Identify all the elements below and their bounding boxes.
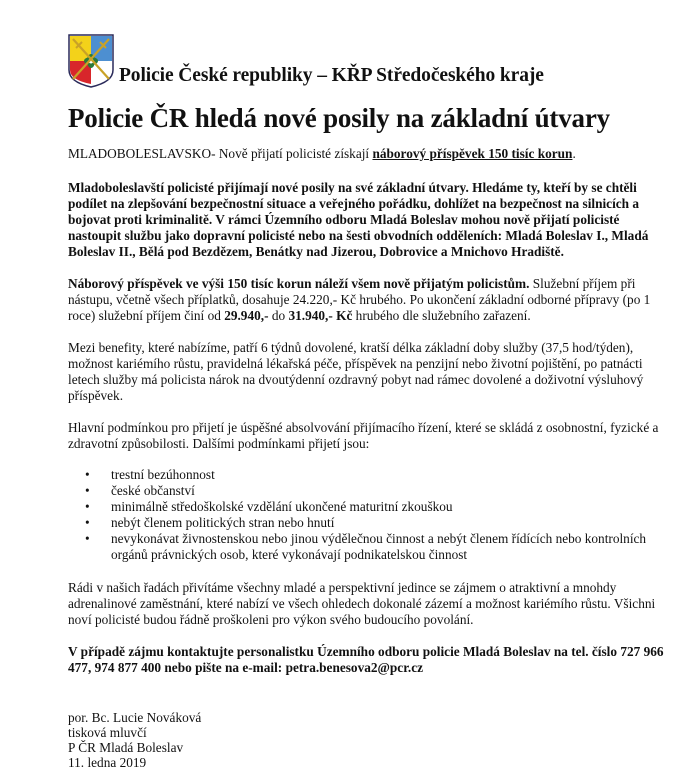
signature-role: tisková mluvčí — [68, 725, 147, 740]
list-item: • české občanství — [111, 483, 668, 499]
press-release-page — [68, 34, 668, 770]
organization-title: Policie České republiky – KŘP Středočeského kraje — [119, 65, 544, 86]
salary-paragraph — [68, 276, 668, 324]
welcome-paragraph: Rádi v našich řadách přivítáme všechny mladé a perspektivní jedince se zájmem o atraktivní a mnohdy adrenalinové zaměstnání, které nabízí ve všech ohledech dokonalé zázemí a možnost kariémího růstu. Všichni noví policisté budou řádně proškoleni pro výkon svého budoucího povolání. — [68, 580, 656, 627]
police-coat-of-arms-icon — [68, 34, 114, 88]
list-item: • trestní bezúhonnost — [111, 467, 668, 483]
benefits-paragraph: Mezi benefity, které nabízíme, patří 6 týdnů dovolené, kratší délka základní doby služby (37,5 hod/týden), možnost kariémího růstu, pravidelná lékařská péče, příspěvek na penzijní nebo životní pojištění, po patnácti letech služby má policista nárok na dvoutýdenní ozdravný pobyt nad rámec dovolené a doživotní výsluhový příspěvek. — [68, 340, 644, 403]
salary-text-2: do — [268, 308, 289, 323]
salary-from: 29.940,- — [224, 308, 269, 323]
article-headline: Policie ČR hledá nové posily na základní útvary — [68, 103, 610, 133]
lead-paragraph — [68, 146, 668, 162]
salary-to: 31.940,- Kč — [288, 308, 353, 323]
signature-block — [68, 710, 668, 770]
salary-bold-intro: Náborový příspěvek ve výši 150 tisíc korun náleží všem nově přijatým policistům. — [68, 276, 530, 291]
conditions-intro-paragraph: Hlavní podmínkou pro přijetí je úspěšné absolvování přijímacího řízení, které se skládá z osobnostní, fyzické a zdravotní způsobilosti. Dalšími podmínkami přijetí jsou: — [68, 420, 659, 451]
contact-email[interactable]: petra.benesova2@pcr.cz — [285, 660, 423, 675]
lead-suffix: . — [572, 146, 576, 161]
lead-highlight: náborový příspěvek 150 tisíc korun — [372, 146, 573, 161]
list-item: • nevykonávat živnostenskou nebo jinou výdělečnou činnost a nebýt členem řídících nebo kontrolních orgánů právnických osob, které vykonávají podnikatelskou činnost — [111, 531, 668, 563]
recruitment-paragraph: Mladoboleslavští policisté přijímají nové posily na své základní útvary. Hledáme ty, kteří by se chtěli podílet na zlepšování bezpečnostní situace a veřejného pořádku, dohlížet na bezpečnost na silnicích a bojovat proti kriminalitě. V rámci Územního odboru Mladá Boleslav mohou nově přijatí policisté nastoupit službu jako dopravní policisté nebo na šesti obvodních odděleních: Mladá Boleslav I., Mladá Boleslav II., Bělá pod Bezdězem, Benátky nad Jizerou, Dobrovice a Mnichovo Hradiště. — [68, 180, 649, 259]
signature-date: 11. ledna 2019 — [68, 755, 147, 770]
salary-text-1: Služební příjem při nástupu, včetně všech příplatků, dosahuje 24.220,- Kč hrubého. Po ukončení základní odborné přípravy (po 1 roce) služební příjem činí od — [68, 276, 651, 323]
list-item: • minimálně středoškolské vzdělání ukončené maturitní zkouškou — [111, 499, 668, 515]
document-header — [68, 34, 668, 92]
salary-text-3: hrubého dle služebního zařazení. — [352, 308, 531, 323]
contact-paragraph — [68, 644, 668, 676]
conditions-list — [68, 467, 668, 563]
contact-text: V případě zájmu kontaktujte personalistku Územního odboru policie Mladá Boleslav na tel. číslo 727 966 477, 974 877 400 nebo pište na e-mail: — [68, 644, 664, 675]
article-body — [68, 146, 668, 770]
signature-unit: P ČR Mladá Boleslav — [68, 740, 184, 755]
lead-prefix: MLADOBOLESLAVSKO- Nově přijatí policisté získají — [68, 146, 373, 161]
signature-name: por. Bc. Lucie Nováková — [68, 710, 202, 725]
list-item: • nebýt členem politických stran nebo hnutí — [111, 515, 668, 531]
